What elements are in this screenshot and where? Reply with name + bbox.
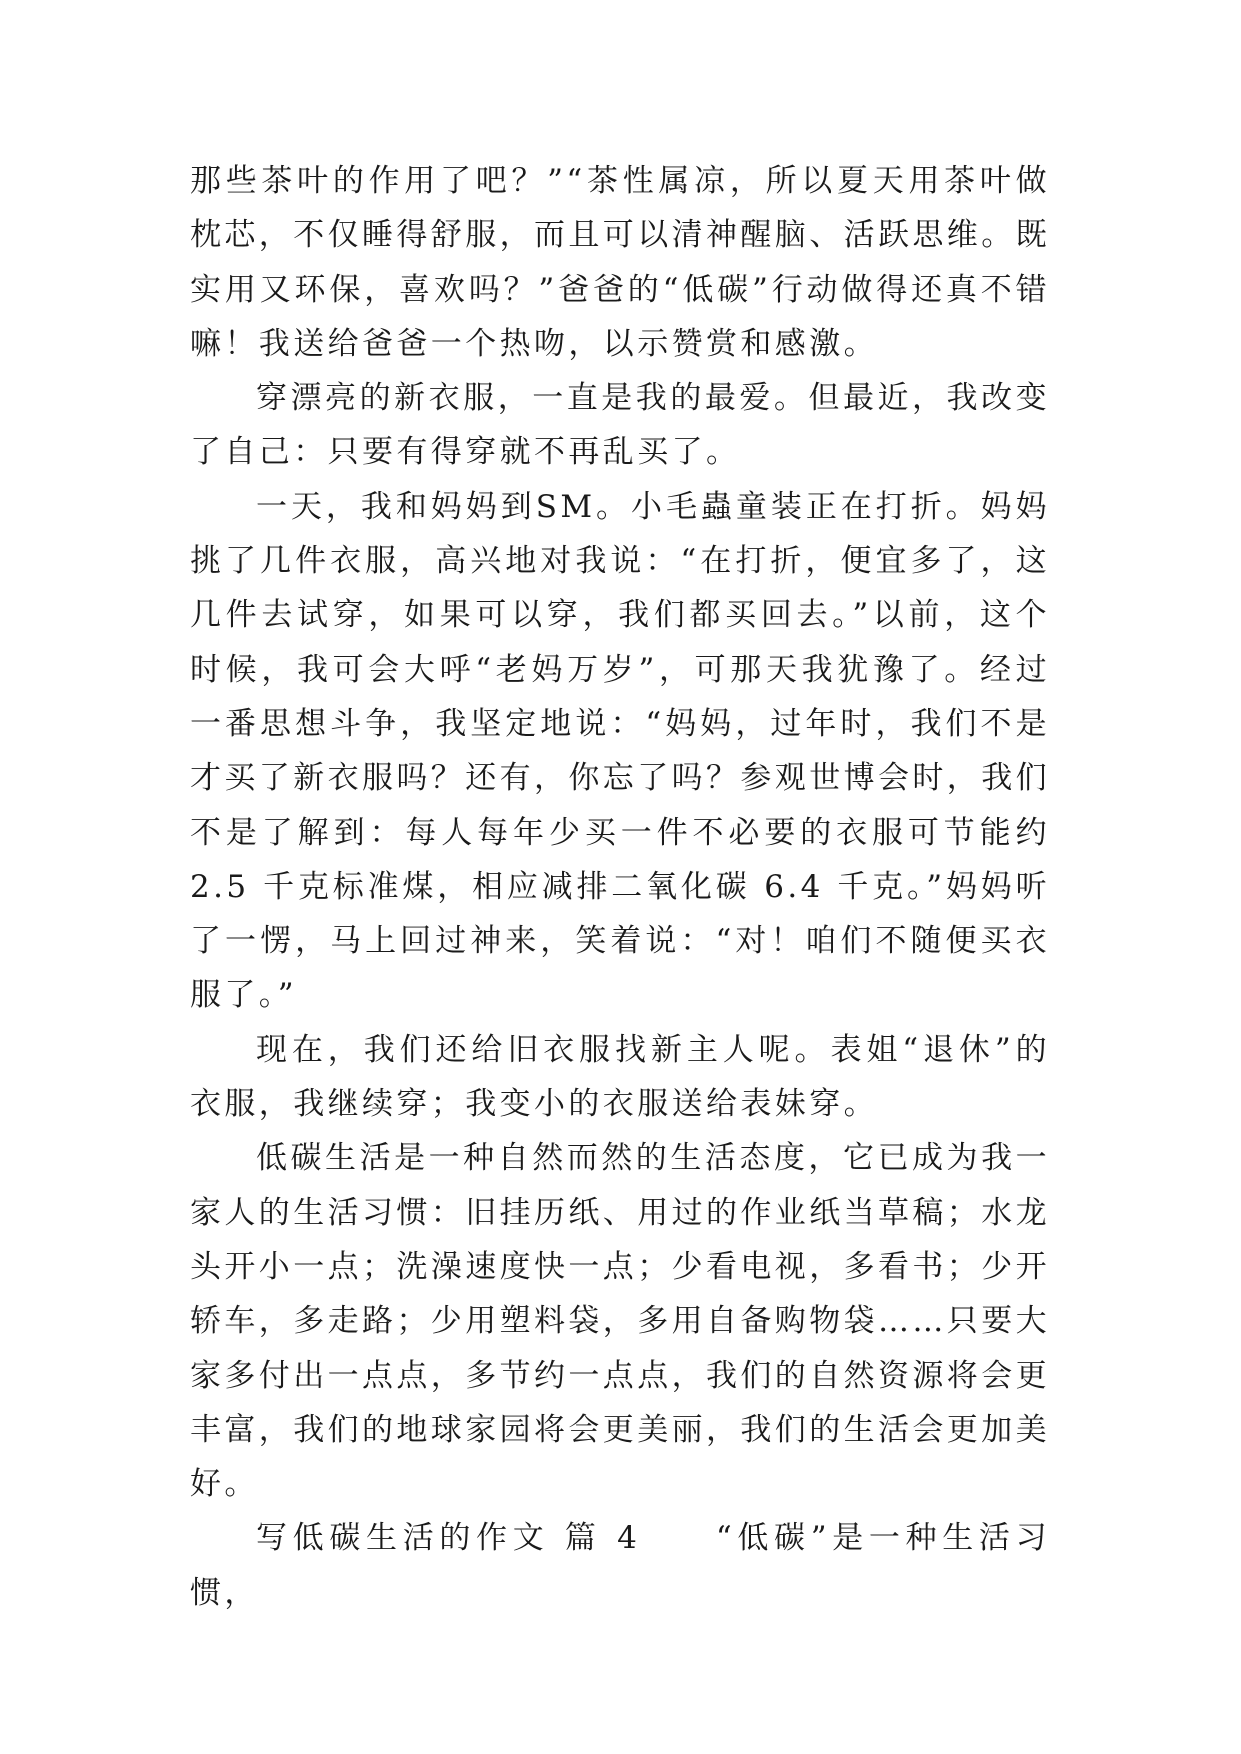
paragraph-1: 那些茶叶的作用了吧？”“茶性属凉，所以夏天用茶叶做枕芯，不仅睡得舒服，而且可以清神醒脑、活跃思维。既实用又环保，喜欢吗？”爸爸的“低碳”行动做得还真不错嘛！我送给爸爸一个热吻，以示赞赏和感激。	[190, 163, 1050, 362]
paragraph-3: 一天，我和妈妈到SM。小毛蟲童装正在打折。妈妈挑了几件衣服，高兴地对我说：“在打折，便宜多了，这几件去试穿，如果可以穿，我们都买回去。”以前，这个时候，我可会大呼“老妈万岁”，可那天我犹豫了。经过一番思想斗争，我坚定地说：“妈妈，过年时，我们不是才买了新衣服吗？还有，你忘了吗？参观世博会时，我们不是了解到：每人每年少买一件不必要的衣服可节能约 2.5 千克标准煤，相应减排二氧化碳 6.4 千克。”妈妈听了一愣，马上回过神来，笑着说：“对！咱们不随便买衣服了。”	[190, 488, 1050, 1014]
document-body	[190, 154, 1050, 1620]
paragraph-2: 穿漂亮的新衣服，一直是我的最爱。但最近，我改变了自己：只要有得穿就不再乱买了。	[190, 380, 1050, 471]
paragraph-6-heading: 写低碳生活的作文 篇 4 “低碳”是一种生活习惯，	[190, 1520, 1050, 1611]
paragraph-5: 低碳生活是一种自然而然的生活态度，它已成为我一家人的生活习惯：旧挂历纸、用过的作业纸当草稿；水龙头开小一点；洗澡速度快一点；少看电视，多看书；少开轿车，多走路；少用塑料袋，多用自备购物袋……只要大家多付出一点点，多节约一点点，我们的自然资源将会更丰富，我们的地球家园将会更美丽，我们的生活会更加美好。	[190, 1140, 1050, 1503]
paragraph-4: 现在，我们还给旧衣服找新主人呢。表姐“退休”的衣服，我继续穿；我变小的衣服送给表妹穿。	[190, 1031, 1050, 1123]
